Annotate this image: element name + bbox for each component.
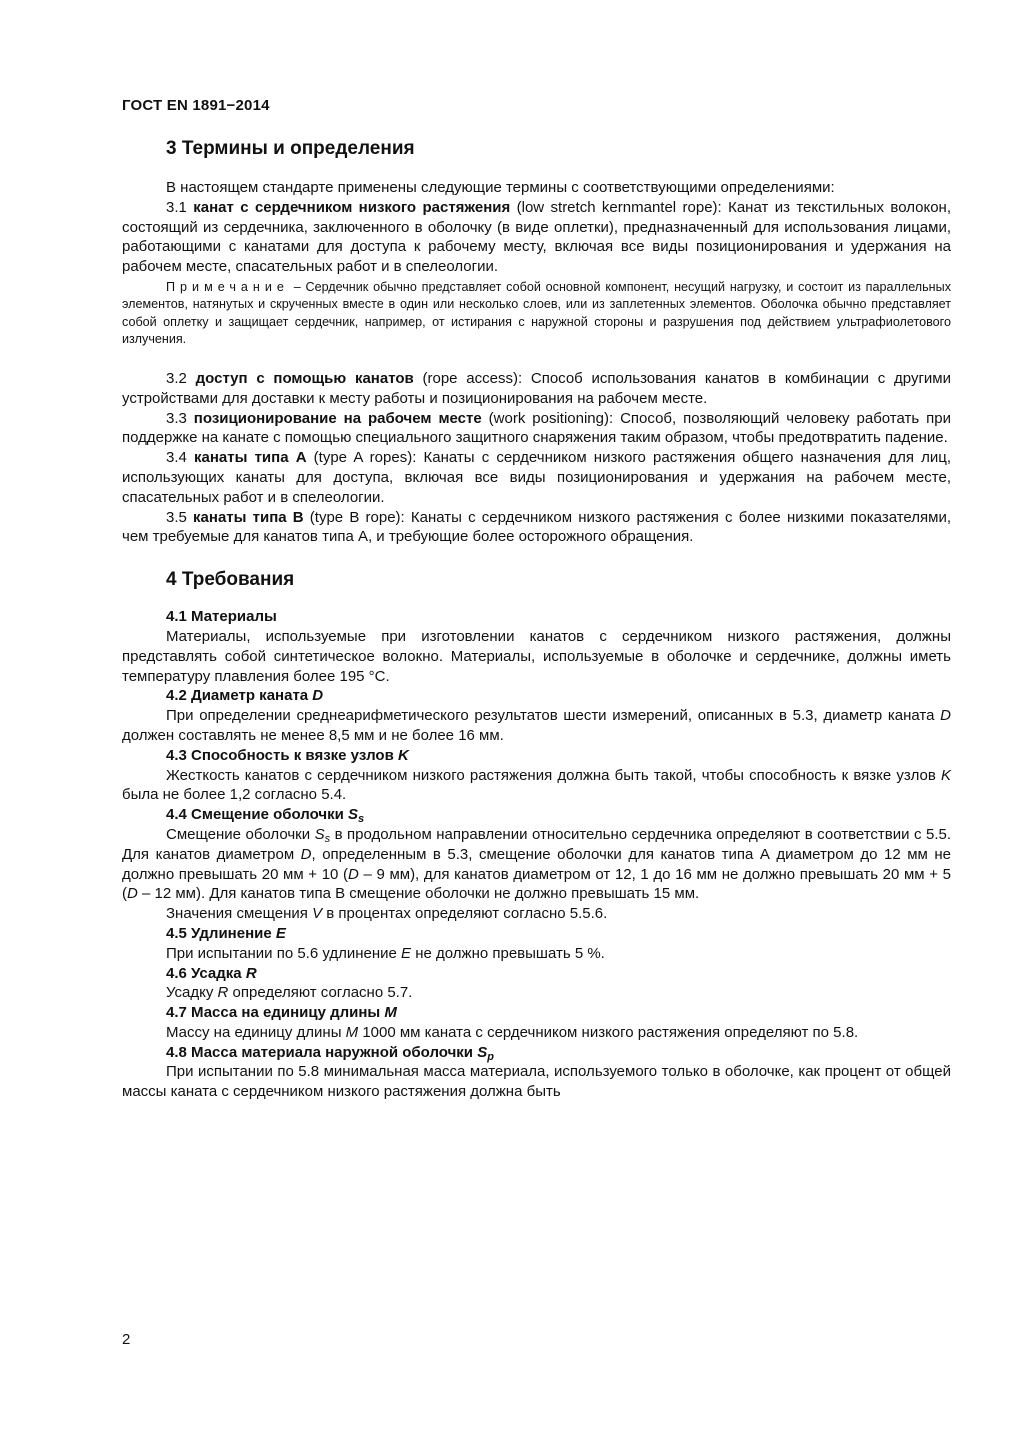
subsection-4-7-heading: 4.7 Масса на единицу длины M	[166, 1004, 397, 1022]
subsection-4-4-text: Смещение оболочки $S_s$ в продольном направлении относительно сердечника определяют в соответствии с 5.5. Для канатов диаметром D, определенным в 5.3, смещение оболочки для канатов типа А диаметром до 12 мм не должно превышать 20 мм + 10 (D – 9 мм), для канатов диаметром от 12, 1 до 16 мм не должно превышать 20 мм + 5 (D – 12 мм). Для канатов типа В смещение оболочки не должно превышать 15 мм.	[122, 825, 951, 903]
note-paragraph: Примечание – Сердечник обычно представляет собой основной компонент, несущий нагрузку, и состоит из параллельных элементов, натянутых и скрученных вместе в один или несколько слоев, или из заплетенных элементов. Оболочка обычно представляет собой оплетку и защищает сердечник, например, от истирания с наружной стороны и разрушения под действием ультрафиолетового излучения.	[122, 279, 951, 347]
term-name: канат с сердечником низкого растяжения	[193, 198, 511, 216]
term-name: позиционирование на рабочем месте	[193, 409, 482, 427]
term-3-1: 3.1 канат с сердечником низкого растяжения (low stretch kernmantel rope): Канат из текстильных волокон, состоящий из сердечника, заключенного в оболочку (в виде оплетки), предназначенный для использования лицами, работающими с канатами для доступа к рабочему месту, включая все виды позиционирования и удержания на рабочем месте, спасательных работ и в спелеологии.	[122, 198, 951, 276]
subsection-4-3-heading: 4.3 Способность к вязке узлов K	[166, 746, 409, 764]
section-4-title: 4 Требования	[166, 569, 295, 591]
term-3-2: 3.2 доступ с помощью канатов (rope access): Способ использования канатов в комбинации с другими устройствами для доставки к месту работы и позиционирования на рабочем месте.	[122, 369, 951, 407]
subsection-4-6-text: Усадку R определяют согласно 5.7.	[166, 984, 413, 1002]
term-3-5: 3.5 канаты типа В (type B rope): Канаты с сердечником низкого растяжения с более низкими показателями, чем требуемые для канатов типа А, и требующие более осторожного обращения.	[122, 508, 952, 546]
subsection-4-2-text: При определении среднеарифметического результатов шести измерений, описанных в 5.3, диаметр каната D должен составлять не менее 8,5 мм и не более 16 мм.	[122, 707, 951, 744]
subsection-4-1-text: Материалы, используемые при изготовлении канатов с сердечником низкого растяжения, должны представлять собой синтетическое волокно. Материалы, используемые в оболочке и сердечнике, должны иметь температуру плавления более 195 °С.	[122, 627, 951, 685]
document-body	[122, 136, 951, 1102]
section-3-title: 3 Термины и определения	[166, 138, 415, 159]
section-3-intro: В настоящем стандарте применены следующие термины с соответствующими определениями:	[166, 179, 835, 196]
note-label: Примечание	[166, 279, 289, 294]
page-number: 2	[122, 1331, 131, 1348]
subsection-4-7-text: Массу на единицу длины M 1000 мм каната с сердечником низкого растяжения определяют по 5.8.	[166, 1023, 859, 1041]
subsection-4-4-note: Значения смещения V в процентах определяют согласно 5.5.6.	[166, 905, 608, 923]
term-name: канаты типа А	[194, 449, 307, 467]
subsection-4-8-heading: 4.8 Масса материала наружной оболочки $S_p$	[166, 1043, 494, 1063]
subsection-4-8-text: При испытании по 5.8 минимальная масса материала, используемого только в оболочке, как процент от общей массы каната с сердечником низкого растяжения должна быть	[122, 1063, 951, 1101]
subsection-4-4-heading: 4.4 Смещение оболочки $S_s$	[166, 806, 365, 826]
subsection-4-1-heading: 4.1 Материалы	[166, 608, 277, 626]
subsection-4-2-heading: 4.2 Диаметр каната D	[166, 687, 324, 705]
term-3-3: 3.3 позиционирование на рабочем месте (work positioning): Способ, позволяющий человеку работать при поддержке на канате с помощью специального защитного снаряжения таким образом, чтобы предотвратить падение.	[122, 409, 951, 447]
term-name: доступ с помощью канатов	[195, 369, 414, 387]
subsection-4-5-heading: 4.5 Удлинение E	[166, 924, 286, 942]
subsection-4-6-heading: 4.6 Усадка R	[166, 964, 257, 982]
subsection-4-5-text: При испытании по 5.6 удлинение E не должно превышать 5 %.	[166, 944, 605, 962]
subsection-4-3-text: Жесткость канатов с сердечником низкого растяжения должна быть такой, чтобы способность к вязке узлов K была не более 1,2 согласно 5.4.	[122, 766, 951, 804]
term-3-4: 3.4 канаты типа А (type A ropes): Канаты с сердечником низкого растяжения общего назначения для лиц, использующих канаты для доступа, включая все виды позиционирования и удержания на рабочем месте, спасательных работ и в спелеологии.	[122, 449, 951, 506]
term-name: канаты типа В	[193, 508, 304, 526]
document-header: ГОСТ EN 1891−2014	[122, 97, 270, 114]
